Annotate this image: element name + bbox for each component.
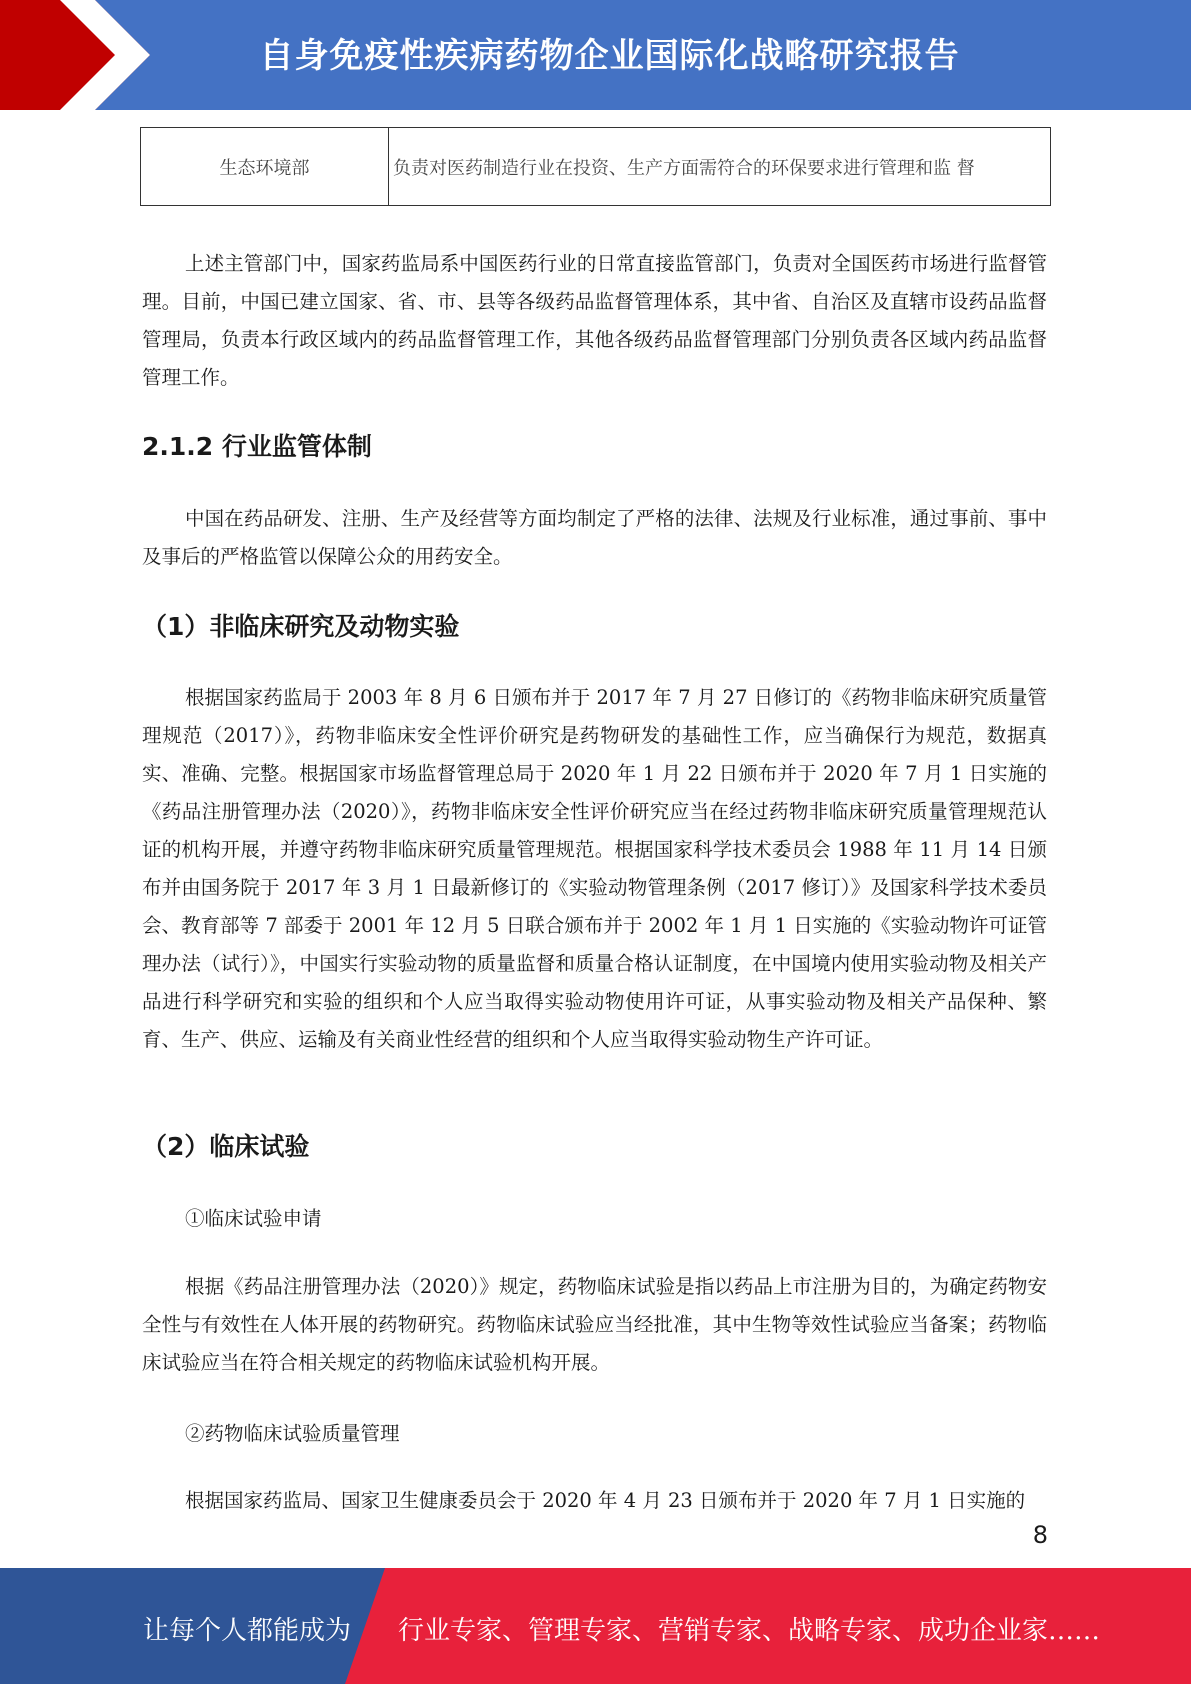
page-header xyxy=(0,0,1191,110)
subsection-heading-clinical-trials: （2）临床试验 xyxy=(142,1132,310,1161)
page-number: 8 xyxy=(1032,1521,1048,1549)
paragraph-regulatory-system: 中国在药品研发、注册、生产及经营等方面均制定了严格的法律、法规及行业标准，通过事前、事中及事后的严格监管以保障公众的用药安全。 xyxy=(142,507,1047,568)
footer-slogan-right: 行业专家、管理专家、营销专家、战略专家、成功企业家…… xyxy=(398,1616,1101,1646)
paragraph-nonclinical: 根据国家药监局于 2003 年 8 月 6 日颁布并于 2017 年 7 月 27 日修订的《药物非临床研究质量管理规范（2017）》，药物非临床安全性评价研究是药物研发的基础性工作，应当确保行为规范，数据真实、准确、完整。根据国家市场监督管理总局于 2020 年 1 月 22 日颁布并于 2020 年 7 月 1 日实施的《药品注册管理办法（2020）》，药物非临床安全性评价研究应当在经过药物非临床研究质量管理规范认证的机构开展，并遵守药物非临床研究质量管理规范。根据国家科学技术委员会 1988 年 11 月 14 日颁布并由国务院于 2017 年 3 月 1 日最新修订的《实验动物管理条例（2017 修订）》及国家科学技术委员会、教育部等 7 部委于 2001 年 12 月 5 日联合颁布并于 2002 年 1 月 1 日实施的《实验动物许可证管理办法（试行）》，中国实行实验动物的质量监督和质量合格认证制度，在中国境内使用实验动物及相关产品进行科学研究和实验的组织和个人应当取得实验动物使用许可证，从事实验动物及相关产品保种、繁育、生产、供应、运输及有关商业性经营的组织和个人应当取得实验动物生产许可证。 xyxy=(142,686,1047,1051)
department-cell: 生态环境部 xyxy=(141,128,389,206)
paragraph-trial-application: 根据《药品注册管理办法（2020）》规定，药物临床试验是指以药品上市注册为目的，为确定药物安全性与有效性在人体开展的药物研究。药物临床试验应当经批准，其中生物等效性试验应当备案；药物临床试验应当在符合相关规定的药物临床试验机构开展。 xyxy=(142,1275,1047,1374)
page-footer xyxy=(0,1568,1191,1684)
paragraph-trial-quality: 根据国家药监局、国家卫生健康委员会于 2020 年 4 月 23 日颁布并于 2020 年 7 月 1 日实施的 xyxy=(185,1489,1026,1512)
table-row xyxy=(141,128,1051,206)
report-title: 自身免疫性疾病药物企业国际化战略研究报告 xyxy=(259,36,960,76)
sub-heading-trial-application: ①临床试验申请 xyxy=(185,1207,322,1230)
paragraph-regulator-overview: 上述主管部门中，国家药监局系中国医药行业的日常直接监管部门，负责对全国医药市场进行监督管理。目前，中国已建立国家、省、市、县等各级药品监督管理体系，其中省、自治区及直辖市设药品监督管理局，负责本行政区域内的药品监督管理工作，其他各级药品监督管理部门分别负责各区域内药品监督管理工作。 xyxy=(142,252,1047,389)
footer-slogan-left: 让每个人都能成为 xyxy=(143,1616,352,1646)
responsibility-cell: 负责对医药制造行业在投资、生产方面需符合的环保要求进行管理和监 督 xyxy=(389,128,1051,206)
section-heading-2-1-2: 2.1.2 行业监管体制 xyxy=(142,432,372,461)
subsection-heading-nonclinical: （1）非临床研究及动物实验 xyxy=(142,612,460,641)
department-table xyxy=(140,127,1051,206)
sub-heading-trial-quality: ②药物临床试验质量管理 xyxy=(185,1422,400,1445)
